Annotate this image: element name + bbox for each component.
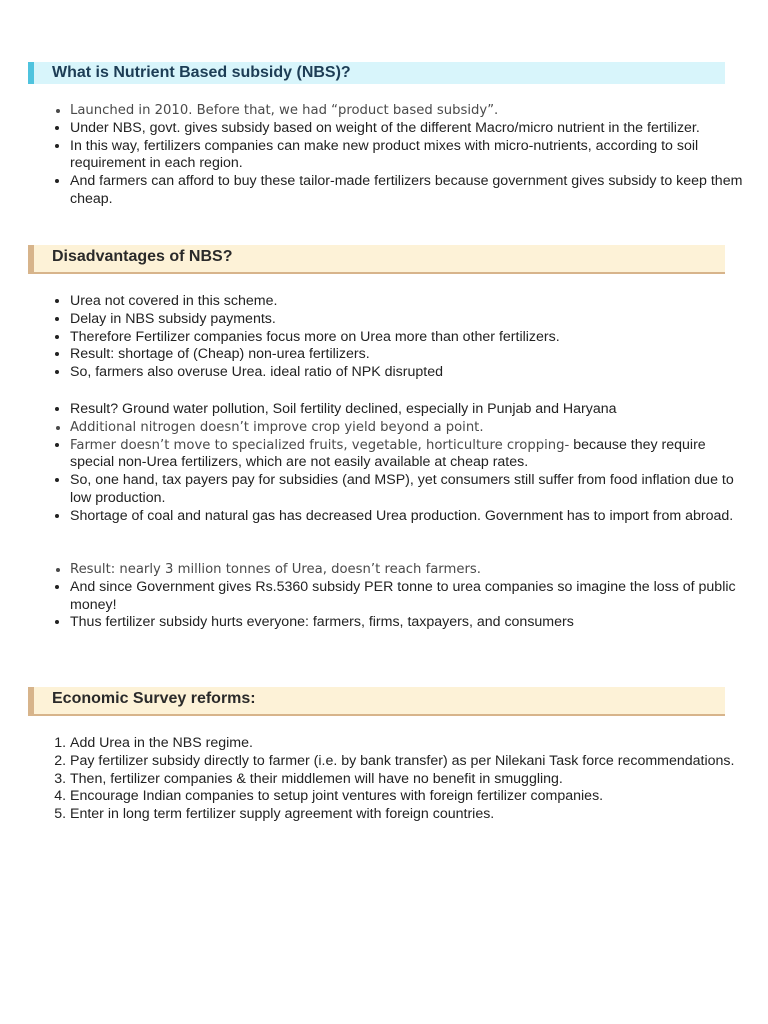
list-item-rest: because they require special non-Urea fertilizers, which are not easily available at cheap rates. — [70, 436, 706, 471]
list-item: 5. Enter in long term fertilizer supply agreement with foreign countries. — [70, 806, 750, 824]
list-item: • In this way, fertilizers companies can make new product mixes with micro-nutrients, according to soil requirement in each region. — [70, 138, 750, 174]
list-item — [70, 437, 750, 473]
list-item: • Urea not covered in this scheme. — [70, 293, 750, 311]
list-item: 2. Pay fertilizer subsidy directly to farmer (i.e. by bank transfer) as per Nilekani Task force recommendations. — [70, 753, 750, 771]
list-item: • Result? Ground water pollution, Soil fertility declined, especially in Punjab and Haryana — [70, 401, 750, 419]
list-item: • Therefore Fertilizer companies focus more on Urea more than other fertilizers. — [70, 329, 750, 347]
list-item: • Thus fertilizer subsidy hurts everyone: farmers, firms, taxpayers, and consumers — [70, 614, 750, 632]
list-item: • And farmers can afford to buy these tailor-made fertilizers because government gives subsidy to keep them cheap. — [70, 173, 750, 209]
list-item: • Result: shortage of (Cheap) non-urea fertilizers. — [70, 346, 750, 364]
heading-disadvantages: Disadvantages of NBS? — [28, 245, 725, 274]
list-item: • And since Government gives Rs.5360 subsidy PER tonne to urea companies so imagine the loss of public money! — [70, 579, 750, 615]
nbs-list — [46, 102, 750, 209]
list-item: • Under NBS, govt. gives subsidy based on weight of the different Macro/micro nutrient in the fertilizer. — [70, 120, 750, 138]
list-item: • Additional nitrogen doesn’t improve crop yield beyond a point. — [70, 419, 750, 437]
list-item: 3. Then, fertilizer companies & their middlemen will have no benefit in smuggling. — [70, 771, 750, 789]
list-item: • Result: nearly 3 million tonnes of Urea, doesn’t reach farmers. — [70, 561, 750, 579]
list-item: • Delay in NBS subsidy payments. — [70, 311, 750, 329]
heading-what-is-nbs: What is Nutrient Based subsidy (NBS)? — [28, 62, 725, 84]
list-item: • So, one hand, tax payers pay for subsidies (and MSP), yet consumers still suffer from food inflation due to low production. — [70, 472, 750, 508]
list-item-lead: Farmer doesn’t move to specialized fruits, vegetable, horticulture cropping- — [70, 437, 570, 453]
disadvantages-list-2 — [46, 401, 750, 526]
heading-economic-survey-reforms: Economic Survey reforms: — [28, 687, 725, 716]
disadvantages-list-3 — [46, 561, 750, 632]
list-item: • Shortage of coal and natural gas has decreased Urea production. Government has to import from abroad. — [70, 508, 750, 526]
list-item: 1. Add Urea in the NBS regime. — [70, 735, 750, 753]
reforms-list — [46, 735, 750, 824]
list-item: 4. Encourage Indian companies to setup joint ventures with foreign fertilizer companies. — [70, 788, 750, 806]
list-item: • So, farmers also overuse Urea. ideal ratio of NPK disrupted — [70, 364, 750, 382]
disadvantages-list-1 — [46, 293, 750, 382]
list-item: • Launched in 2010. Before that, we had “product based subsidy”. — [70, 102, 750, 120]
